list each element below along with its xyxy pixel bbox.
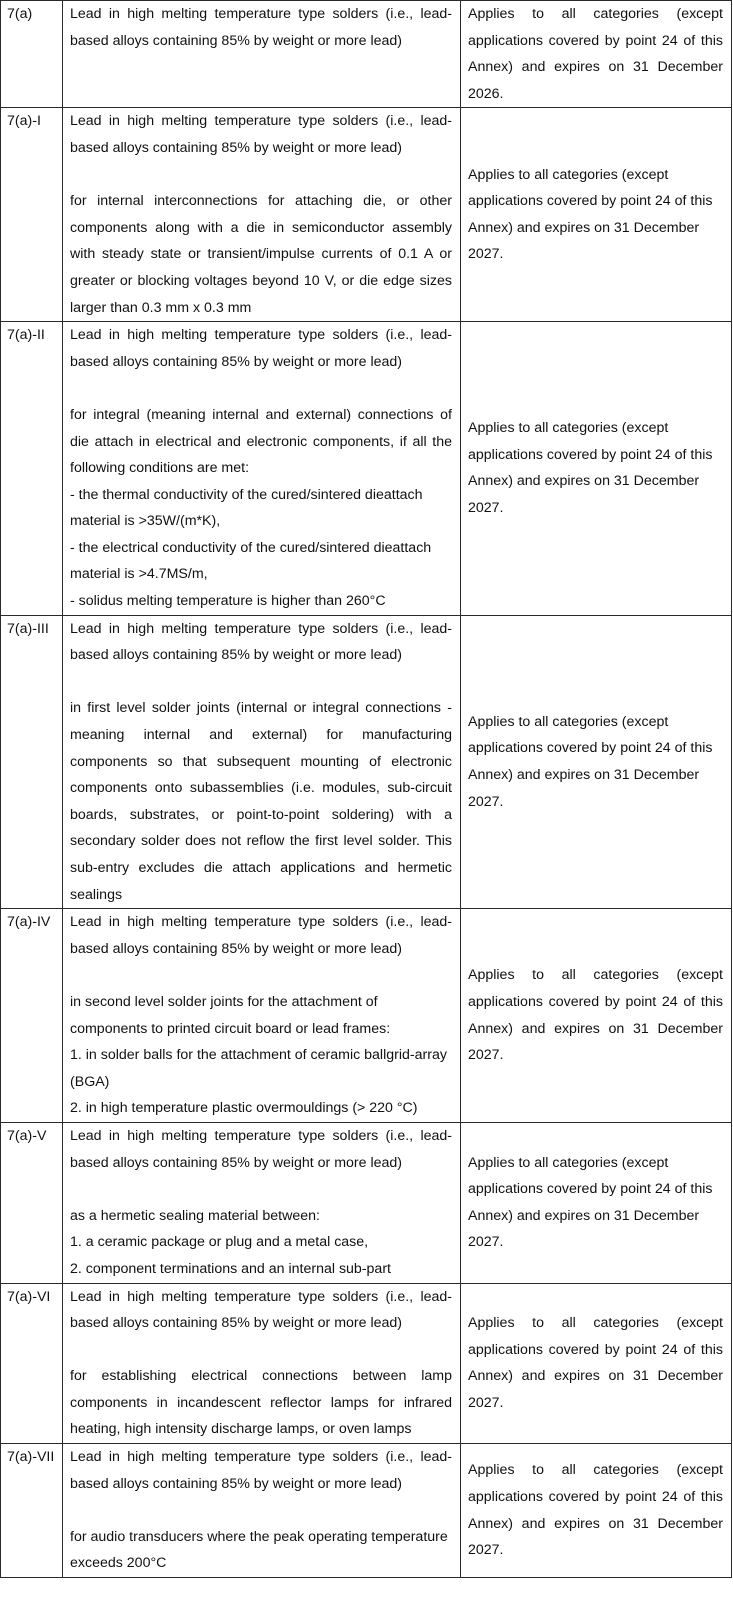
entry-applicability: Applies to all categories (except applications covered by point 24 of this Annex) and expires on 31 December 2027.	[461, 108, 732, 322]
entry-detail: in second level solder joints for the attachment of components to printed circuit board or lead frames:	[70, 993, 391, 1037]
entry-applicability: Applies to all categories (except applications covered by point 24 of this Annex) and expires on 31 December 2027.	[461, 1283, 732, 1444]
entry-description	[63, 1444, 461, 1578]
table-row	[1, 108, 732, 322]
entry-condition: 1. in solder balls for the attachment of ceramic ballgrid-array (BGA)	[70, 1047, 447, 1090]
entry-detail: for establishing electrical connections between lamp components in incandescent reflector lamps for infrared heating, high intensity discharge lamps, or oven lamps	[70, 1368, 452, 1438]
entry-applicability: Applies to all categories (except applications covered by point 24 of this Annex) and expires on 31 December 2027.	[461, 909, 732, 1123]
entry-id: 7(a)-III	[1, 615, 63, 909]
entry-heading: Lead in high melting temperature type solders (i.e., lead-based alloys containing 85% by weight or more lead)	[70, 6, 452, 49]
entry-applicability: Applies to all categories (except applications covered by point 24 of this Annex) and expires on 31 December 2026.	[461, 1, 732, 108]
table-row	[1, 1, 732, 108]
table-row	[1, 615, 732, 909]
entry-id: 7(a)-II	[1, 322, 63, 616]
entry-detail: for audio transducers where the peak operating temperature exceeds 200°C	[70, 1528, 448, 1572]
entry-heading: Lead in high melting temperature type solders (i.e., lead-based alloys containing 85% by weight or more lead)	[70, 914, 452, 957]
table-row	[1, 1283, 732, 1444]
entry-detail: in first level solder joints (internal or integral connections - meaning internal and external) for manufacturing components so that subsequent mounting of electronic components onto subassemblies (i.e. modules, sub-circuit boards, substrates, or point-to-point soldering) with a secondary solder does not reflow the first level solder. This sub-entry excludes die attach applications and hermetic sealings	[70, 700, 452, 903]
entry-heading: Lead in high melting temperature type solders (i.e., lead-based alloys containing 85% by weight or more lead)	[70, 113, 452, 156]
entry-detail: for internal interconnections for attaching die, or other components along with a die in semiconductor assembly with steady state or transient/impulse currents of 0.1 A or greater or blocking voltages beyond 10 V, or die edge sizes larger than 0.3 mm x 0.3 mm	[70, 193, 452, 316]
table-row	[1, 1122, 732, 1283]
entry-heading: Lead in high melting temperature type solders (i.e., lead-based alloys containing 85% by weight or more lead)	[70, 1127, 452, 1171]
entry-id: 7(a)-I	[1, 108, 63, 322]
entry-condition: 2. component terminations and an internal sub-part	[70, 1260, 391, 1277]
entry-applicability: Applies to all categories (except applications covered by point 24 of this Annex) and expires on 31 December 2027.	[461, 615, 732, 909]
entry-description	[63, 108, 461, 322]
entry-description	[63, 1, 461, 108]
entry-id: 7(a)-VI	[1, 1283, 63, 1444]
entry-applicability: Applies to all categories (except applications covered by point 24 of this Annex) and expires on 31 December 2027.	[461, 1444, 732, 1578]
entry-condition: - the electrical conductivity of the cured/sintered dieattach material is >4.7MS/m,	[70, 539, 432, 583]
table-row	[1, 909, 732, 1123]
entry-description	[63, 1122, 461, 1283]
entry-description	[63, 322, 461, 616]
entry-heading: Lead in high melting temperature type solders (i.e., lead-based alloys containing 85% by weight or more lead)	[70, 327, 452, 370]
table-row	[1, 322, 732, 616]
entry-detail: as a hermetic sealing material between:	[70, 1207, 320, 1224]
entry-id: 7(a)-IV	[1, 909, 63, 1123]
entry-condition: - the thermal conductivity of the cured/sintered dieattach material is >35W/(m*K),	[70, 486, 423, 530]
entry-description	[63, 909, 461, 1123]
entry-detail: for integral (meaning internal and external) connections of die attach in electrical and electronic components, if all the following conditions are met:	[70, 406, 452, 477]
entry-description	[63, 615, 461, 909]
entry-condition: 1. a ceramic package or plug and a metal case,	[70, 1234, 369, 1251]
entry-heading: Lead in high melting temperature type solders (i.e., lead-based alloys containing 85% by weight or more lead)	[70, 1288, 452, 1332]
entry-applicability: Applies to all categories (except applications covered by point 24 of this Annex) and expires on 31 December 2027.	[461, 1122, 732, 1283]
entry-applicability: Applies to all categories (except applications covered by point 24 of this Annex) and expires on 31 December 2027.	[461, 322, 732, 616]
table-row	[1, 1444, 732, 1578]
entry-id: 7(a)-VII	[1, 1444, 63, 1578]
entry-description	[63, 1283, 461, 1444]
entry-condition: 2. in high temperature plastic overmouldings (> 220 °C)	[70, 1100, 418, 1117]
entry-condition: - solidus melting temperature is higher than 260°C	[70, 593, 386, 610]
entry-heading: Lead in high melting temperature type solders (i.e., lead-based alloys containing 85% by weight or more lead)	[70, 1449, 452, 1492]
entry-heading: Lead in high melting temperature type solders (i.e., lead-based alloys containing 85% by weight or more lead)	[70, 620, 452, 664]
entry-id: 7(a)	[1, 1, 63, 108]
entry-id: 7(a)-V	[1, 1122, 63, 1283]
